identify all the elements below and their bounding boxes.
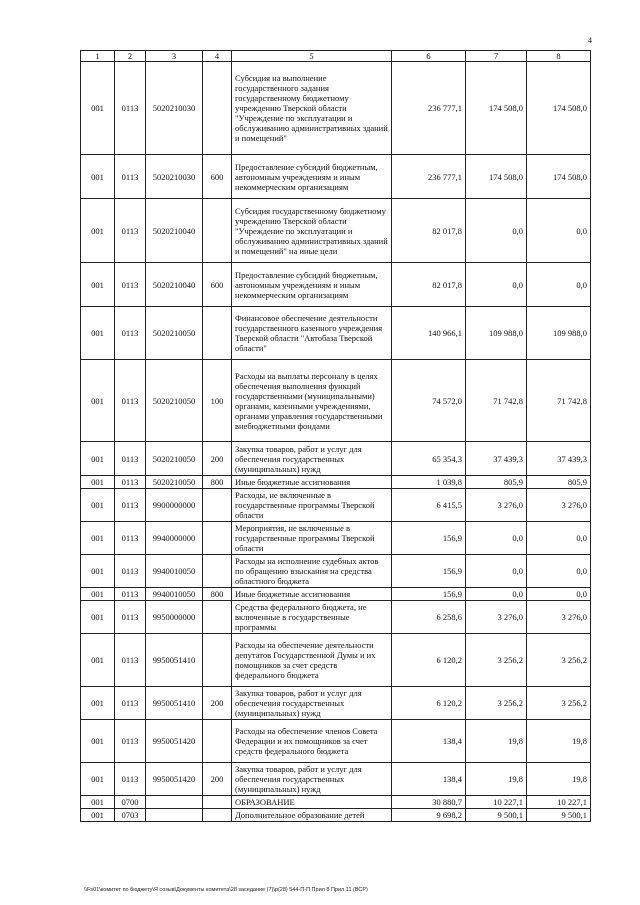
expense-type-cell — [203, 489, 232, 522]
admin-code-cell: 001 — [81, 796, 115, 809]
section-code-cell: 0113 — [115, 634, 146, 687]
page-number: 4 — [588, 36, 592, 45]
table-row — [81, 155, 591, 199]
amount-col8-cell: 0,0 — [527, 263, 591, 307]
amount-col7-cell: 3 276,0 — [466, 489, 527, 522]
description-cell: Расходы на выплаты персоналу в целях обеспечения выполнения функций государственными (муниципальными) органами, казенными учреждениями, органами управления государственными внебюджетными фондами — [232, 360, 392, 442]
header-cell: 6 — [392, 51, 466, 62]
header-cell: 5 — [232, 51, 392, 62]
expense-type-cell: 200 — [203, 442, 232, 476]
section-code-cell: 0113 — [115, 263, 146, 307]
amount-col6-cell: 30 880,7 — [392, 796, 466, 809]
target-code-cell: 5020210040 — [146, 199, 203, 263]
description-cell: Предоставление субсидий бюджетным, автономным учреждениям и иным некоммерческим организациям — [232, 155, 392, 199]
budget-table — [80, 50, 591, 822]
description-cell: Расходы на обеспечение деятельности депутатов Государственной Думы и их помощников за счет средств федерального бюджета — [232, 634, 392, 687]
table-row — [81, 763, 591, 796]
table-row — [81, 307, 591, 360]
amount-col7-cell: 3 276,0 — [466, 601, 527, 634]
target-code-cell: 9950000000 — [146, 601, 203, 634]
target-code-cell: 9940010050 — [146, 555, 203, 588]
amount-col8-cell: 9 500,1 — [527, 809, 591, 822]
amount-col6-cell: 6 258,6 — [392, 601, 466, 634]
admin-code-cell: 001 — [81, 763, 115, 796]
admin-code-cell: 001 — [81, 307, 115, 360]
expense-type-cell — [203, 809, 232, 822]
file-path-footer: \\Fs01\комитет по бюджету\Я созыв\Документы комитета\28 заседание (7)\р(28) 544-П-П Прил 8 Прил 11 (ВСР) — [84, 887, 368, 893]
table-row — [81, 62, 591, 155]
table-row — [81, 263, 591, 307]
table-row — [81, 442, 591, 476]
table-row — [81, 555, 591, 588]
table-row — [81, 687, 591, 720]
amount-col8-cell: 3 276,0 — [527, 601, 591, 634]
section-code-cell: 0113 — [115, 360, 146, 442]
admin-code-cell: 001 — [81, 588, 115, 601]
amount-col6-cell: 65 354,3 — [392, 442, 466, 476]
section-code-cell: 0113 — [115, 763, 146, 796]
section-code-cell: 0113 — [115, 62, 146, 155]
target-code-cell: 9950051420 — [146, 720, 203, 763]
expense-type-cell — [203, 62, 232, 155]
admin-code-cell: 001 — [81, 489, 115, 522]
amount-col6-cell: 74 572,0 — [392, 360, 466, 442]
amount-col7-cell: 109 988,0 — [466, 307, 527, 360]
expense-type-cell — [203, 796, 232, 809]
admin-code-cell: 001 — [81, 809, 115, 822]
table-row — [81, 809, 591, 822]
description-cell: Расходы на обеспечение членов Совета Федерации и их помощников за счет средств федерального бюджета — [232, 720, 392, 763]
amount-col6-cell: 138,4 — [392, 720, 466, 763]
description-cell: Закупка товаров, работ и услуг для обеспечения государственных (муниципальных) нужд — [232, 763, 392, 796]
header-cell: 7 — [466, 51, 527, 62]
description-cell: Расходы на исполнение судебных актов по обращению взыскания на средства областного бюджета — [232, 555, 392, 588]
table-row — [81, 601, 591, 634]
table-row — [81, 634, 591, 687]
admin-code-cell: 001 — [81, 720, 115, 763]
amount-col7-cell: 3 256,2 — [466, 634, 527, 687]
description-cell: Дополнительное образование детей — [232, 809, 392, 822]
expense-type-cell — [203, 522, 232, 555]
target-code-cell: 9940000000 — [146, 522, 203, 555]
amount-col8-cell: 0,0 — [527, 199, 591, 263]
amount-col7-cell: 71 742,8 — [466, 360, 527, 442]
admin-code-cell: 001 — [81, 522, 115, 555]
amount-col7-cell: 0,0 — [466, 199, 527, 263]
amount-col8-cell: 174 508,0 — [527, 155, 591, 199]
amount-col6-cell: 6 120,2 — [392, 634, 466, 687]
description-cell: Закупка товаров, работ и услуг для обеспечения государственных (муниципальных) нужд — [232, 442, 392, 476]
amount-col8-cell: 3 276,0 — [527, 489, 591, 522]
admin-code-cell: 001 — [81, 360, 115, 442]
table-row — [81, 588, 591, 601]
description-cell: Субсидия государственному бюджетному учреждению Тверской области "Учреждение по эксплуатации и обслуживанию административных зданий и помещений" на иные цели — [232, 199, 392, 263]
amount-col6-cell: 156,9 — [392, 588, 466, 601]
admin-code-cell: 001 — [81, 634, 115, 687]
amount-col7-cell: 174 508,0 — [466, 155, 527, 199]
amount-col6-cell: 82 017,8 — [392, 263, 466, 307]
expense-type-cell: 600 — [203, 155, 232, 199]
table-row — [81, 360, 591, 442]
expense-type-cell — [203, 601, 232, 634]
description-cell: Иные бюджетные ассигнования — [232, 588, 392, 601]
amount-col8-cell: 805,9 — [527, 476, 591, 489]
amount-col7-cell: 0,0 — [466, 522, 527, 555]
description-cell: Финансовое обеспечение деятельности государственного казенного учреждения Тверской области "Автобаза Тверской области" — [232, 307, 392, 360]
section-code-cell: 0113 — [115, 199, 146, 263]
amount-col7-cell: 19,8 — [466, 720, 527, 763]
header-cell: 2 — [115, 51, 146, 62]
amount-col8-cell: 109 988,0 — [527, 307, 591, 360]
amount-col8-cell: 0,0 — [527, 555, 591, 588]
amount-col6-cell: 236 777,1 — [392, 155, 466, 199]
target-code-cell: 9950051410 — [146, 687, 203, 720]
admin-code-cell: 001 — [81, 199, 115, 263]
target-code-cell: 5020210030 — [146, 155, 203, 199]
expense-type-cell — [203, 634, 232, 687]
target-code-cell: 5020210050 — [146, 442, 203, 476]
description-cell: Мероприятия, не включенные в государственные программы Тверской области — [232, 522, 392, 555]
target-code-cell: 9950051420 — [146, 763, 203, 796]
amount-col7-cell: 0,0 — [466, 263, 527, 307]
amount-col6-cell: 6 120,2 — [392, 687, 466, 720]
description-cell: Предоставление субсидий бюджетным, автономным учреждениям и иным некоммерческим организациям — [232, 263, 392, 307]
admin-code-cell: 001 — [81, 555, 115, 588]
amount-col6-cell: 236 777,1 — [392, 62, 466, 155]
section-code-cell: 0113 — [115, 687, 146, 720]
amount-col8-cell: 0,0 — [527, 522, 591, 555]
expense-type-cell: 200 — [203, 687, 232, 720]
description-cell: ОБРАЗОВАНИЕ — [232, 796, 392, 809]
target-code-cell: 9900000000 — [146, 489, 203, 522]
amount-col7-cell: 19,8 — [466, 763, 527, 796]
amount-col6-cell: 9 698,2 — [392, 809, 466, 822]
expense-type-cell: 600 — [203, 263, 232, 307]
amount-col6-cell: 138,4 — [392, 763, 466, 796]
expense-type-cell: 100 — [203, 360, 232, 442]
target-code-cell: 9940010050 — [146, 588, 203, 601]
section-code-cell: 0113 — [115, 588, 146, 601]
table-row — [81, 476, 591, 489]
table-row — [81, 796, 591, 809]
target-code-cell: 5020210030 — [146, 62, 203, 155]
target-code-cell — [146, 796, 203, 809]
section-code-cell: 0700 — [115, 796, 146, 809]
amount-col8-cell: 37 439,3 — [527, 442, 591, 476]
target-code-cell: 5020210050 — [146, 360, 203, 442]
description-cell: Средства федерального бюджета, не включенные в государственные программы — [232, 601, 392, 634]
admin-code-cell: 001 — [81, 263, 115, 307]
amount-col7-cell: 0,0 — [466, 588, 527, 601]
description-cell: Расходы, не включенные в государственные программы Тверской области — [232, 489, 392, 522]
amount-col7-cell: 37 439,3 — [466, 442, 527, 476]
amount-col7-cell: 805,9 — [466, 476, 527, 489]
section-code-cell: 0113 — [115, 522, 146, 555]
table-header-row — [81, 51, 591, 62]
admin-code-cell: 001 — [81, 687, 115, 720]
description-cell: Иные бюджетные ассигнования — [232, 476, 392, 489]
expense-type-cell — [203, 720, 232, 763]
amount-col8-cell: 71 742,8 — [527, 360, 591, 442]
description-cell: Закупка товаров, работ и услуг для обеспечения государственных (муниципальных) нужд — [232, 687, 392, 720]
section-code-cell: 0113 — [115, 601, 146, 634]
amount-col7-cell: 9 500,1 — [466, 809, 527, 822]
section-code-cell: 0113 — [115, 720, 146, 763]
section-code-cell: 0113 — [115, 489, 146, 522]
amount-col7-cell: 174 508,0 — [466, 62, 527, 155]
amount-col8-cell: 174 508,0 — [527, 62, 591, 155]
amount-col7-cell: 3 256,2 — [466, 687, 527, 720]
amount-col8-cell: 19,8 — [527, 720, 591, 763]
expense-type-cell: 800 — [203, 476, 232, 489]
section-code-cell: 0113 — [115, 555, 146, 588]
amount-col8-cell: 19,8 — [527, 763, 591, 796]
admin-code-cell: 001 — [81, 62, 115, 155]
admin-code-cell: 001 — [81, 476, 115, 489]
amount-col8-cell: 3 256,2 — [527, 634, 591, 687]
section-code-cell: 0703 — [115, 809, 146, 822]
amount-col6-cell: 1 039,8 — [392, 476, 466, 489]
table-row — [81, 489, 591, 522]
section-code-cell: 0113 — [115, 155, 146, 199]
amount-col7-cell: 10 227,1 — [466, 796, 527, 809]
amount-col6-cell: 6 415,5 — [392, 489, 466, 522]
header-cell: 1 — [81, 51, 115, 62]
target-code-cell: 9950051410 — [146, 634, 203, 687]
target-code-cell: 5020210050 — [146, 476, 203, 489]
target-code-cell: 5020210040 — [146, 263, 203, 307]
target-code-cell: 5020210050 — [146, 307, 203, 360]
header-cell: 4 — [203, 51, 232, 62]
table-row — [81, 522, 591, 555]
header-cell: 8 — [527, 51, 591, 62]
expense-type-cell: 200 — [203, 763, 232, 796]
amount-col6-cell: 140 966,1 — [392, 307, 466, 360]
expense-type-cell — [203, 555, 232, 588]
amount-col8-cell: 0,0 — [527, 588, 591, 601]
description-cell: Субсидия на выполнение государственного задания государственному бюджетному учреждению Тверской области "Учреждение по эксплуатации и обслуживанию административных зданий и помещений" — [232, 62, 392, 155]
table-row — [81, 199, 591, 263]
expense-type-cell — [203, 199, 232, 263]
table-row — [81, 720, 591, 763]
header-cell: 3 — [146, 51, 203, 62]
admin-code-cell: 001 — [81, 601, 115, 634]
section-code-cell: 0113 — [115, 307, 146, 360]
amount-col8-cell: 10 227,1 — [527, 796, 591, 809]
section-code-cell: 0113 — [115, 442, 146, 476]
expense-type-cell: 800 — [203, 588, 232, 601]
target-code-cell — [146, 809, 203, 822]
expense-type-cell — [203, 307, 232, 360]
amount-col8-cell: 3 256,2 — [527, 687, 591, 720]
amount-col6-cell: 156,9 — [392, 555, 466, 588]
amount-col6-cell: 156,9 — [392, 522, 466, 555]
admin-code-cell: 001 — [81, 155, 115, 199]
section-code-cell: 0113 — [115, 476, 146, 489]
amount-col6-cell: 82 017,8 — [392, 199, 466, 263]
amount-col7-cell: 0,0 — [466, 555, 527, 588]
admin-code-cell: 001 — [81, 442, 115, 476]
